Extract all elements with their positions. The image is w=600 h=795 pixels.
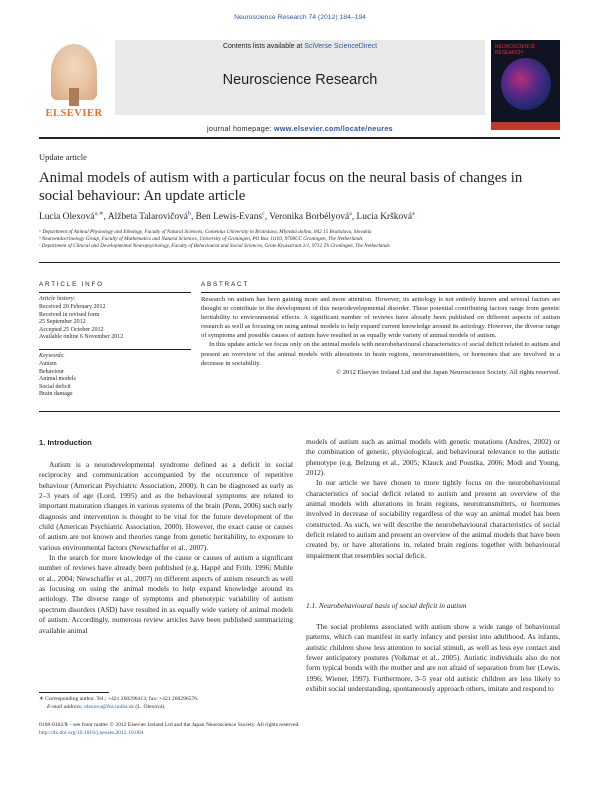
keyword: Social deficit	[39, 383, 71, 390]
body-paragraph: In our article we have chosen to more tightly focus on the neurobehavioural characteristics of social deficit related to autism and present an overview of the animal models with alterations in brain regions, neurotransmitters, or hormones involved in decrease of sociability regardless of the way an animal model has been constructed. As such, we will describe the neurobehavioural characteristics of social deficit related to autism and present an overview of the animal models that have been created by, or have alterations in, related brain regions together with behavioural impairment that resembles social deficit.	[306, 478, 560, 560]
masthead-divider	[39, 137, 560, 139]
keywords-rule	[39, 349, 191, 350]
article-info-heading: ARTICLE INFO	[39, 281, 104, 288]
email-link[interactable]: olexova@fns.uniba.sk	[84, 704, 134, 710]
author: Veronika Borbélyová	[269, 212, 350, 223]
cover-artwork	[501, 58, 551, 110]
subsection-body	[306, 622, 560, 694]
email-suffix: (L. Olexová).	[134, 704, 166, 710]
subsection-heading: 1.1. Neurobehavioural basis of social deficit in autism	[306, 601, 467, 610]
email-label: E-mail address:	[47, 704, 85, 710]
author: Lucia Olexová	[39, 212, 95, 223]
issn-line: 0168-0102/$ – see front matter © 2012 Elsevier Ireland Ltd and the Japan Neuroscience Society. All rights reserved.	[39, 722, 300, 728]
history-entry: Received 20 February 2012	[39, 304, 106, 310]
author-affiliation-marker[interactable]: b	[187, 211, 191, 217]
email-line	[47, 704, 166, 711]
author: Alžbeta Talarovičová	[107, 212, 188, 223]
article-type: Update article	[39, 152, 87, 162]
article-title: Animal models of autism with a particular focus on the neural basis of changes in social behaviour: An update article	[39, 170, 523, 204]
journal-cover-image[interactable]	[491, 40, 560, 130]
cover-band	[491, 122, 560, 130]
copyright-notice: © 2012 Elsevier Ireland Ltd and the Japan Neuroscience Society. All rights reserved.	[336, 368, 560, 376]
author: Lucia Kršková	[356, 212, 412, 223]
affiliation: ᶜ Department of Clinical and Developmental Neuropsychology, Faculty of Behavioural and Social Sciences, Grote Kruisstraat 2/1, 9712 TS Groningen, The Netherlands	[39, 243, 390, 249]
article-info-rule	[39, 292, 191, 293]
abstract-heading: ABSTRACT	[201, 281, 249, 288]
body-left-column	[39, 460, 293, 636]
abstract-rule	[201, 292, 560, 293]
keyword: Animal models	[39, 376, 76, 382]
sciencedirect-link[interactable]: SciVerse ScienceDirect	[304, 43, 378, 50]
header-divider	[39, 262, 560, 263]
body-right-column	[306, 437, 560, 561]
affiliation: ᵇ Neuroendocrinology Group, Faculty of Mathematics and Natural Sciences, University of Groningen, PO Box 11103, 9700CC Groningen, The Netherlands	[39, 236, 363, 242]
journal-homepage	[115, 124, 485, 133]
masthead	[39, 40, 560, 133]
body-paragraph: models of autism such as animal models with genetic mutations (Andres, 2002) or the combination of genetic, physiological, and behavioural relevance to the autistic phenotype (e.g. Belzung et al., 2005; Klauck and Poustka, 2006; Modi and Young, 2012).	[306, 437, 560, 478]
author-list: Lucia Olexová$^{a,∗}$, Alžbeta Talarovičová$^b$, Ben Lewis-Evans$^c$, Veronika Borbélyová$^a$, Lucia Kršková$^a$	[39, 211, 415, 223]
author-affiliation-marker[interactable]: a,∗	[94, 211, 104, 217]
keyword: Behaviour	[39, 368, 64, 375]
affiliation: ᵃ Department of Animal Physiology and Ethology, Faculty of Natural Sciences, Comenius University in Bratislava, Mlynská dolina, 842 15 Bratislava, Slovakia	[39, 229, 372, 235]
body-paragraph: The social problems associated with autism show a wide range of behavioural patterns, which can manifest in early infancy and persist into adulthood. As infants, autistic children show less attention to social stimuli, as well as less eye contact and fewer anticipatory postures (Volkmar et al., 2005). Autistic individuals also do not form typical bonds with the mother and are not afraid of separation from her (Lewis, 1996; Wiener, 1997). Furthermore, 3–5 year old autistic children are less likely to exhibit social understanding, spontaneously approach others, imitate and respond to	[306, 622, 560, 694]
body-paragraph: In the search for more knowledge of the cause or causes of autism a significant number of reviews have already been published (e.g. Happé and Frith, 1996; Muhle et al., 2004; Newschaffer et al., 2007) on different aspects of autism research as well as focusing on using the animal models to help expand knowledge around its aetiology. The diverse range of symptoms and phenotypic variability of autism spectrum disorders (ASD) have resulted in as equally wide variety of animal models of autism. Accordingly, numerous review articles have been published summarizing available animal	[39, 553, 293, 635]
journal-name: Neuroscience Research	[222, 72, 378, 88]
keywords-label: Keywords:	[39, 353, 65, 359]
homepage-link[interactable]: www.elsevier.com/locate/neures	[273, 124, 393, 133]
author-affiliation-marker[interactable]: a	[411, 211, 415, 217]
elsevier-logo[interactable]	[39, 40, 109, 130]
cover-title: NEUROSCIENCE RESEARCH	[495, 44, 536, 56]
keyword: Autism	[39, 361, 57, 367]
history-entry: Accepted 25 October 2012	[39, 326, 104, 333]
publisher-name: ELSEVIER	[45, 108, 103, 119]
history-entry: 25 September 2012	[39, 319, 86, 325]
corresponding-author-note: ∗ Corresponding author. Tel.: +421 260296413; fax: +421 260296576.	[39, 696, 199, 702]
abstract-paragraph: In this update article we focus only on the animal models with neurobehavioural characteristics of social deficit related to autism and present an overview of the animal models with alterations in brain regions, neurotransmitters, or hormones that are involved in a decrease in sociability.	[201, 341, 560, 367]
homepage-prefix: journal homepage:	[207, 124, 274, 133]
author: Ben Lewis-Evans	[195, 212, 263, 223]
abstract-bottom-rule	[39, 411, 560, 412]
keyword: Brain damage	[39, 391, 73, 397]
journal-citation[interactable]: Neuroscience Research 74 (2012) 184–194	[234, 14, 366, 21]
body-paragraph: Autism is a neurodevelopmental syndrome defined as a deficit in social reciprocity and communication accompanied by the occurrence of repetitive behaviour (American Psychiatric Association, 2000). It can be diagnosed as early as 2–3 years of age (Lord, 1995) and as the behavioural symptoms are related to important maturation changes in various systems of the brain (Penn, 2006) such early diagnosis and intervention is thought to be vital for the future development of the child (American Psychiatric Association, 2000). However, the exact cause or causes of autism are not known and theories range from genetic heritability, to exposure to various environmental factors (Newschaffer et al., 2007).	[39, 460, 293, 552]
journal-banner	[115, 40, 485, 115]
tree-trunk	[69, 88, 79, 106]
contents-prefix: Contents lists available at	[222, 43, 305, 50]
abstract-body	[201, 295, 560, 377]
abstract-paragraph: Research on autism has been gaining more and more attention. However, its aetiology is not entirely known and several factors are thought to contribute to the development of this neurodevelopmental disorder. These potential contributing factors range from genetic heritability to environmental effects. A significant number of reviews have already been published on different aspects of autism research as well as focusing on using animal models to help expand current knowledge around its aetiology. However, the diverse range of symptoms and possible causes of autism have resulted in as equally wide variety of animal models of autism.	[201, 296, 560, 340]
contents-line	[115, 43, 485, 50]
section-heading: 1. Introduction	[39, 438, 92, 447]
history-label: Article history:	[39, 296, 76, 302]
history-entry: Available online 6 November 2012	[39, 334, 124, 340]
author-affiliation-marker[interactable]: c	[262, 211, 265, 217]
author-affiliation-marker[interactable]: a	[349, 211, 352, 217]
doi-link[interactable]: http://dx.doi.org/10.1016/j.neures.2012.10.004	[39, 730, 144, 736]
footnote-rule	[39, 692, 109, 693]
history-entry: Received in revised form	[39, 311, 100, 318]
